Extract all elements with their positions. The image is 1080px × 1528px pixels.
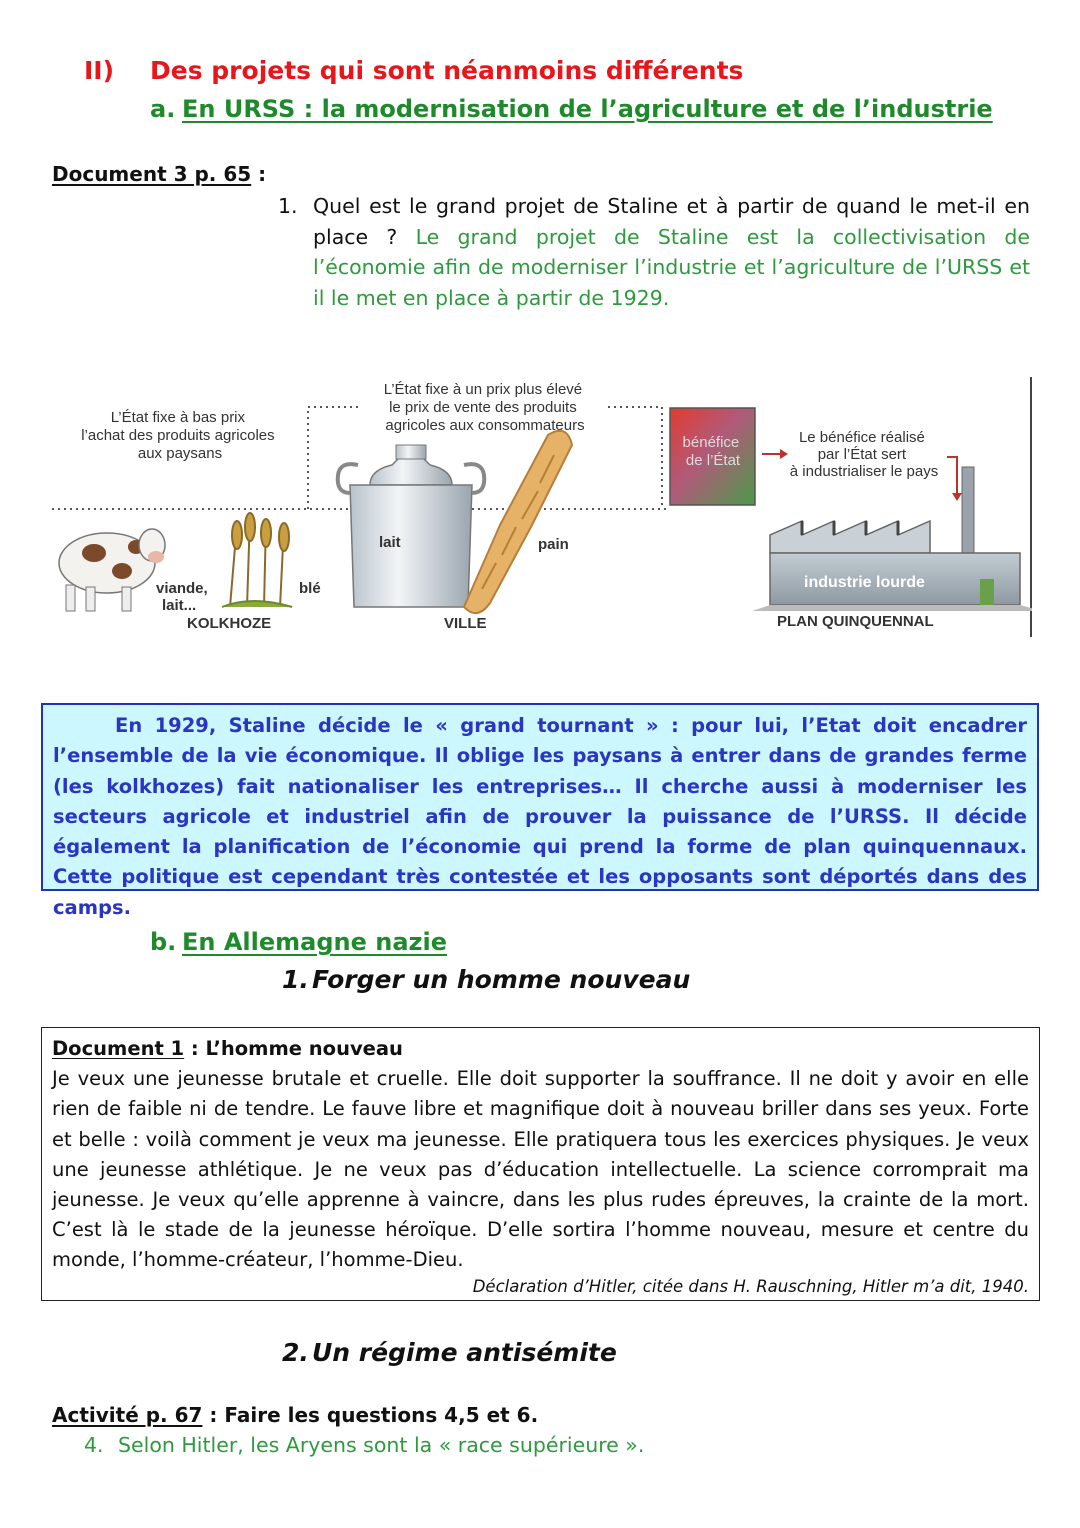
question-text: Quel est le grand projet de Staline et à partir de quand le met-il en place ?: [313, 194, 1030, 249]
question-1: [278, 191, 1030, 313]
part1-number: 1.: [282, 965, 309, 994]
document1-box: [41, 1027, 1040, 1301]
part2-title: Un régime antisémite: [312, 1338, 617, 1367]
subheading-a-title: En URSS : la modernisation de l’agriculture et de l’industrie: [182, 95, 993, 123]
zone-kolkhoze: KOLKHOZE: [187, 615, 272, 632]
document1-title: [52, 1034, 1029, 1064]
answer-4: [84, 1433, 644, 1457]
label-viande: viande, lait...: [156, 580, 208, 614]
label-industrie: industrie lourde: [804, 574, 925, 591]
label-profit-box: bénéfice de l’État: [682, 434, 741, 469]
subheading-b-letter: b.: [150, 928, 177, 956]
subheading-b-title: En Allemagne nazie: [182, 928, 447, 956]
section-title: Des projets qui sont néanmoins différents: [150, 56, 744, 85]
bread-illustration: [464, 431, 572, 613]
doc3-reference: [52, 162, 266, 186]
zone-plan-quinquennal: PLAN QUINQUENNAL: [777, 613, 934, 630]
subheading-a: [150, 95, 993, 123]
label-lait: lait: [379, 534, 401, 551]
label-pain: pain: [538, 536, 569, 553]
subheading-a-letter: a.: [150, 95, 176, 123]
document1-ref: Document 1: [52, 1037, 185, 1060]
milk-can-illustration: [338, 445, 485, 607]
question-answer: Le grand projet de Staline est la collectivisation de l’économie afin de moderniser l’industrie et l’agriculture de l’URSS et il le met en place à partir de 1929.: [313, 224, 1030, 310]
document1-quote: Je veux une jeunesse brutale et cruelle. Elle doit supporter la souffrance. Il ne doit y avoir en elle rien de faible ni de tendre. Le fauve libre et magnifique doit à nouveau briller dans ses yeux. Forte et belle : voilà comment je veux ma jeunesse. Elle pratiquera tous les exercices physiques. Je veux une jeunesse athlétique. Je ne veux pas d’éducation intellectuelle. La science corromprait ma jeunesse. Je veux qu’elle apprenne à vaincre, dans les plus rudes épreuves, la crainte de la mort. C’est là le stade de la jeunesse héroïque. D’elle sortira l’homme nouveau, mesure et centre du monde, l’homme-créateur, l’homme-Dieu.: [52, 1067, 1029, 1272]
question-number: 1.: [278, 194, 298, 218]
activity-ref-suffix: : Faire les questions 4,5 et 6.: [202, 1403, 539, 1427]
activity-ref: Activité p. 67: [52, 1403, 203, 1427]
doc3-reference-link: Document 3 p. 65: [52, 162, 252, 186]
doc3-reference-suffix: :: [251, 162, 267, 186]
part2-number: 2.: [282, 1338, 309, 1367]
part1-heading: [282, 965, 690, 994]
part1-title: Forger un homme nouveau: [312, 965, 691, 994]
answer-4-text: Selon Hitler, les Aryens sont la « race supérieure ».: [118, 1433, 645, 1457]
label-ble: blé: [299, 580, 321, 597]
subheading-b: [150, 928, 447, 956]
label-low-price: L’État fixe à bas prix l’achat des produits agricoles aux paysans: [81, 409, 275, 462]
summary-box: En 1929, Staline décide le « grand tournant » : pour lui, l’Etat doit encadrer l’ensemble de la vie économique. Il oblige les paysans à entrer dans de grandes ferme (les kolkhozes) fait nationaliser les entreprises… Il cherche aussi à moderniser les secteurs agricole et industriel afin de prouver la puissance de l’URSS. Il décide également la planification de l’économie qui prend la forme de plan quinquennaux. Cette politique est cependant très contestée et les opposants sont déportés dans des camps.: [41, 703, 1039, 891]
label-profit: Le bénéfice réalisé par l’État sert à industrialiser le pays: [789, 429, 939, 480]
zone-ville: VILLE: [444, 615, 487, 632]
cow-illustration: [59, 529, 165, 611]
label-high-price: L’État fixe à un prix plus élevé le prix de vente des produits agricoles aux consommateurs: [383, 381, 585, 434]
activity-reference: [52, 1403, 538, 1427]
part2-heading: [282, 1338, 617, 1367]
section-heading: [84, 56, 743, 85]
section-number: II): [84, 56, 115, 85]
answer-4-number: 4.: [84, 1433, 104, 1457]
economy-diagram: [52, 375, 1032, 637]
document1-source: Déclaration d’Hitler, citée dans H. Rauschning, Hitler m’a dit, 1940.: [472, 1276, 1029, 1296]
wheat-illustration: [222, 513, 292, 607]
document1-ref-suffix: : L’homme nouveau: [184, 1037, 403, 1060]
